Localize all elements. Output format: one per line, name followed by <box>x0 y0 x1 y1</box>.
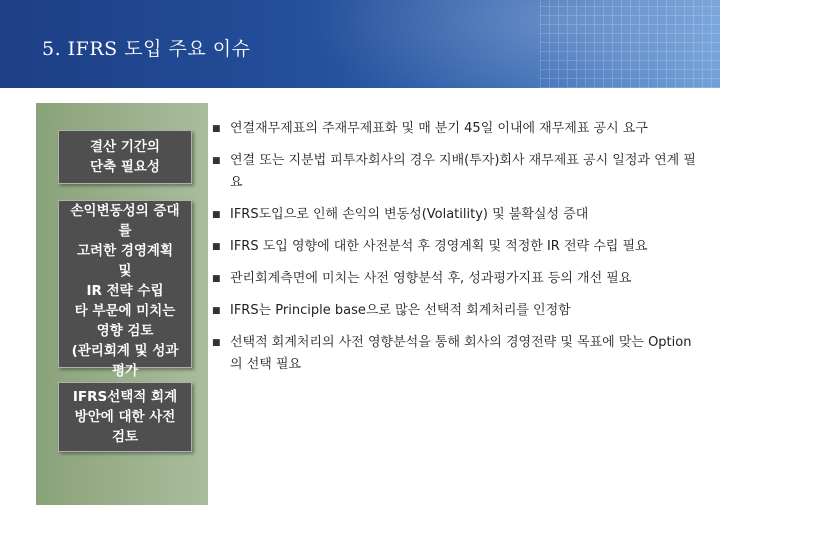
square-bullet-icon: ■ <box>212 156 221 166</box>
bullet-item <box>212 268 702 290</box>
box-line: 평가 <box>111 363 139 379</box>
bullet-list <box>212 118 702 386</box>
box-line: 손익변동성의 증대 <box>70 203 180 219</box>
box-line: 단축 필요성 <box>90 159 160 175</box>
square-bullet-icon: ■ <box>212 306 221 316</box>
square-bullet-icon: ■ <box>212 338 221 348</box>
bullet-text: 연결재무제표의 주재무제표화 및 매 분기 45일 이내에 재무제표 공시 요구 <box>230 121 648 136</box>
box-line: 영향 검토 <box>96 323 154 339</box>
bullet-item <box>212 236 702 258</box>
box-line: 타 부문에 미치는 <box>74 303 176 319</box>
box-line: 고려한 경영계획 <box>77 243 173 259</box>
page-title: 5. IFRS 도입 주요 이슈 <box>42 38 251 60</box>
bullet-item <box>212 300 702 322</box>
bullet-text: 관리회계측면에 미치는 사전 영향분석 후, 성과평가지표 등의 개선 필요 <box>230 271 632 286</box>
bullet-text: IFRS는 Principle base으로 많은 선택적 회계처리를 인정함 <box>230 303 571 318</box>
bullet-text: IFRS도입으로 인해 손익의 변동성(Volatility) 및 불확실성 증대 <box>230 207 589 222</box>
box-line: 및 <box>118 263 132 279</box>
bullet-item <box>212 118 702 140</box>
bullet-text: 연결 또는 지분법 피투자회사의 경우 지배(투자)회사 재무제표 공시 일정과 연계 필요 <box>230 153 696 190</box>
box-line: (관리회계 및 성과 <box>71 343 179 359</box>
square-bullet-icon: ■ <box>212 124 221 134</box>
box-line: IR 전략 수립 <box>86 283 164 299</box>
title-bar <box>0 0 720 88</box>
bullet-text: 선택적 회계처리의 사전 영향분석을 통해 회사의 경영전략 및 목표에 맞는 Option의 선택 필요 <box>230 335 692 372</box>
box-line: 검토 <box>111 429 139 445</box>
square-bullet-icon: ■ <box>212 210 221 220</box>
bullet-item <box>212 150 702 194</box>
issue-box-volatility <box>58 200 192 379</box>
issue-box-closing-period <box>58 130 192 184</box>
box-line: IFRS선택적 회계 <box>72 389 178 405</box>
square-bullet-icon: ■ <box>212 242 221 252</box>
header-grid-pattern <box>540 0 720 88</box>
bullet-item <box>212 332 702 376</box>
square-bullet-icon: ■ <box>212 274 221 284</box>
box-line: 결산 기간의 <box>90 139 160 155</box>
bullet-item <box>212 204 702 226</box>
box-line: 를 <box>118 223 132 239</box>
issue-box-ifrs-options <box>58 382 192 452</box>
box-line: 방안에 대한 사전 <box>74 409 176 425</box>
bullet-text: IFRS 도입 영향에 대한 사전분석 후 경영계획 및 적정한 IR 전략 수립 필요 <box>230 239 648 254</box>
